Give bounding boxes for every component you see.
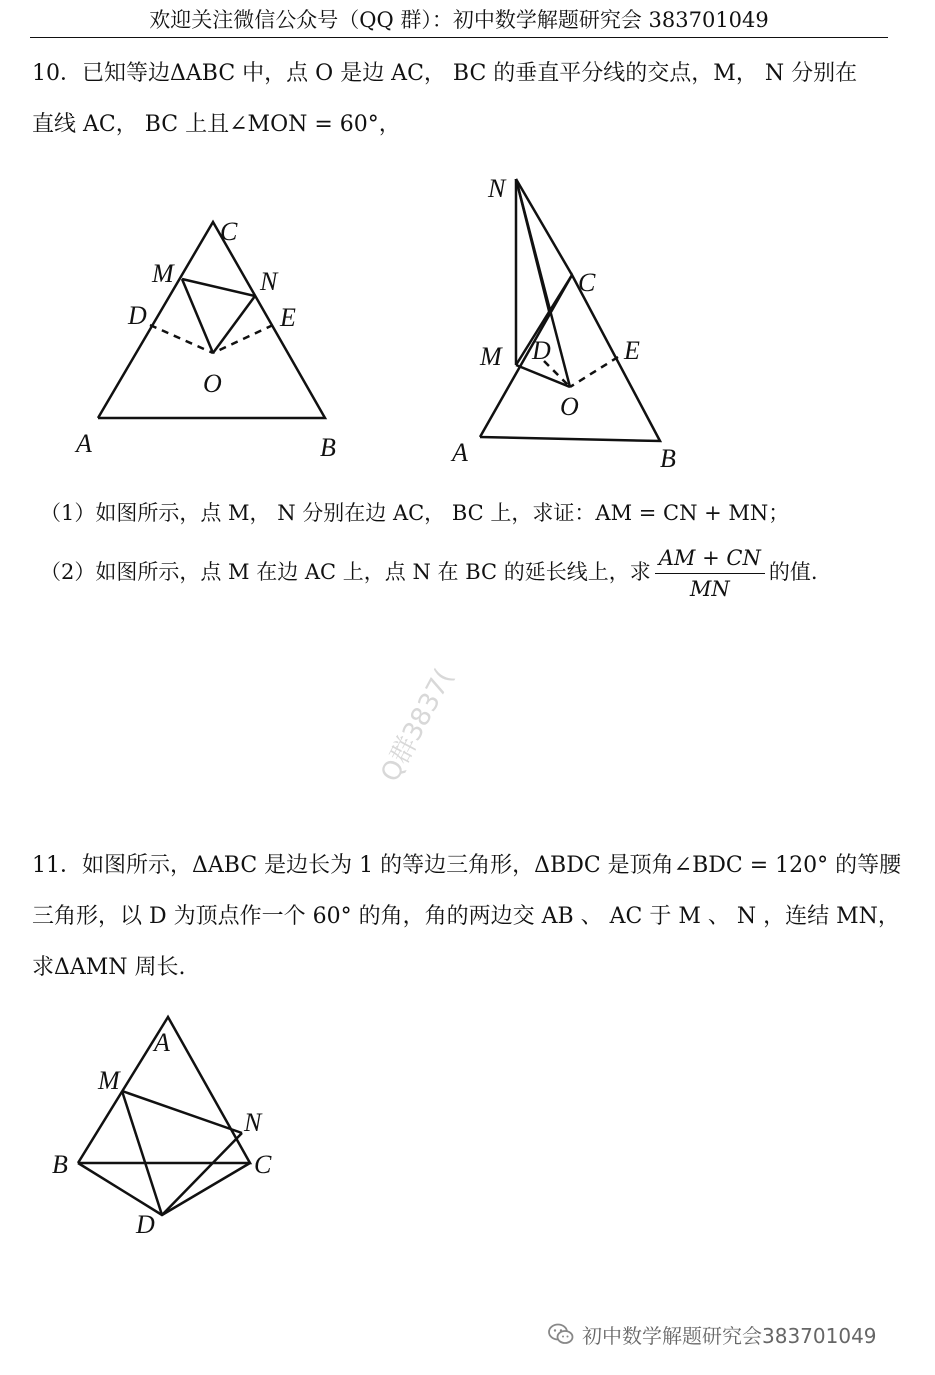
- footer-brand: [548, 1318, 877, 1350]
- label-c-3: C: [254, 1150, 272, 1179]
- q11-line-2: 三角形，以 D 为顶点作一个 60° 的角，角的两边交 AB 、 AC 于 M 、 N ，连结 MN，: [32, 904, 900, 929]
- label-c-1: C: [220, 217, 238, 246]
- segment-nb-2: [516, 179, 572, 275]
- label-d-1: D: [128, 301, 147, 330]
- triangle-bdc-3: [78, 1163, 250, 1215]
- wechat-icon: [548, 1323, 574, 1345]
- label-b-1: B: [320, 433, 336, 462]
- q11-line-1: 11．如图所示，ΔABC 是边长为 1 的等边三角形，ΔBDC 是顶角∠BDC = 120° 的等腰: [32, 853, 902, 878]
- label-m-1: M: [152, 259, 174, 288]
- q10-part-2-end: 的值.: [768, 560, 818, 584]
- segment-nd-2: [516, 179, 550, 315]
- q10-part-1: （1）如图所示，点 M， N 分别在边 AC， BC 上，求证：AM = CN + MN；: [40, 501, 790, 525]
- q10-line-2: 直线 AC， BC 上且∠MON = 60°，: [32, 112, 401, 137]
- q10-part-2-fraction: [655, 543, 765, 604]
- dashed-eo-2: [570, 357, 618, 387]
- label-m-2: M: [480, 342, 502, 371]
- label-n-1: N: [260, 267, 278, 296]
- q10-part-2-text: （2）如图所示，点 M 在边 AC 上，点 N 在 BC 的延长线上，求: [40, 560, 651, 584]
- footer-text: 初中数学解题研究会383701049: [582, 1323, 877, 1348]
- q11-line-3: 求ΔAMN 周长.: [32, 955, 186, 980]
- question-11: [32, 840, 902, 993]
- page-header: 欢迎关注微信公众号（QQ 群）：初中数学解题研究会 383701049: [149, 8, 769, 32]
- label-d-2: D: [532, 336, 551, 365]
- watermark: Q群3837(: [375, 664, 460, 787]
- fraction-denominator: MN: [689, 577, 730, 601]
- label-e-2: E: [624, 336, 640, 365]
- label-e-1: E: [280, 303, 296, 332]
- q10-part-2: [40, 541, 818, 604]
- segment-mn-1: [182, 279, 255, 296]
- label-b-2: B: [660, 444, 676, 473]
- label-d-3: D: [136, 1210, 155, 1239]
- label-c-2: C: [578, 268, 596, 297]
- label-n-2: N: [488, 174, 506, 203]
- question-10: [32, 48, 892, 150]
- figure-10-2: [450, 165, 710, 485]
- segment-mn-3: [122, 1091, 242, 1133]
- label-o-2: O: [560, 392, 579, 421]
- fraction-numerator: AM + CN: [655, 543, 765, 574]
- figure-10-1: [30, 200, 360, 480]
- label-o-1: O: [203, 369, 222, 398]
- header-divider: [30, 37, 888, 38]
- label-a-2: A: [452, 438, 468, 467]
- figure-11: [50, 1005, 290, 1245]
- segment-mo-2: [516, 365, 570, 387]
- label-b-3: B: [52, 1150, 68, 1179]
- label-n-3: N: [244, 1108, 262, 1137]
- label-m-3: M: [98, 1066, 120, 1095]
- q10-line-1: 10．已知等边ΔABC 中，点 O 是边 AC， BC 的垂直平分线的交点，M， N 分别在: [32, 61, 858, 86]
- label-a-1: A: [76, 429, 92, 458]
- segment-md-3: [122, 1091, 162, 1215]
- label-a-3: A: [154, 1028, 170, 1057]
